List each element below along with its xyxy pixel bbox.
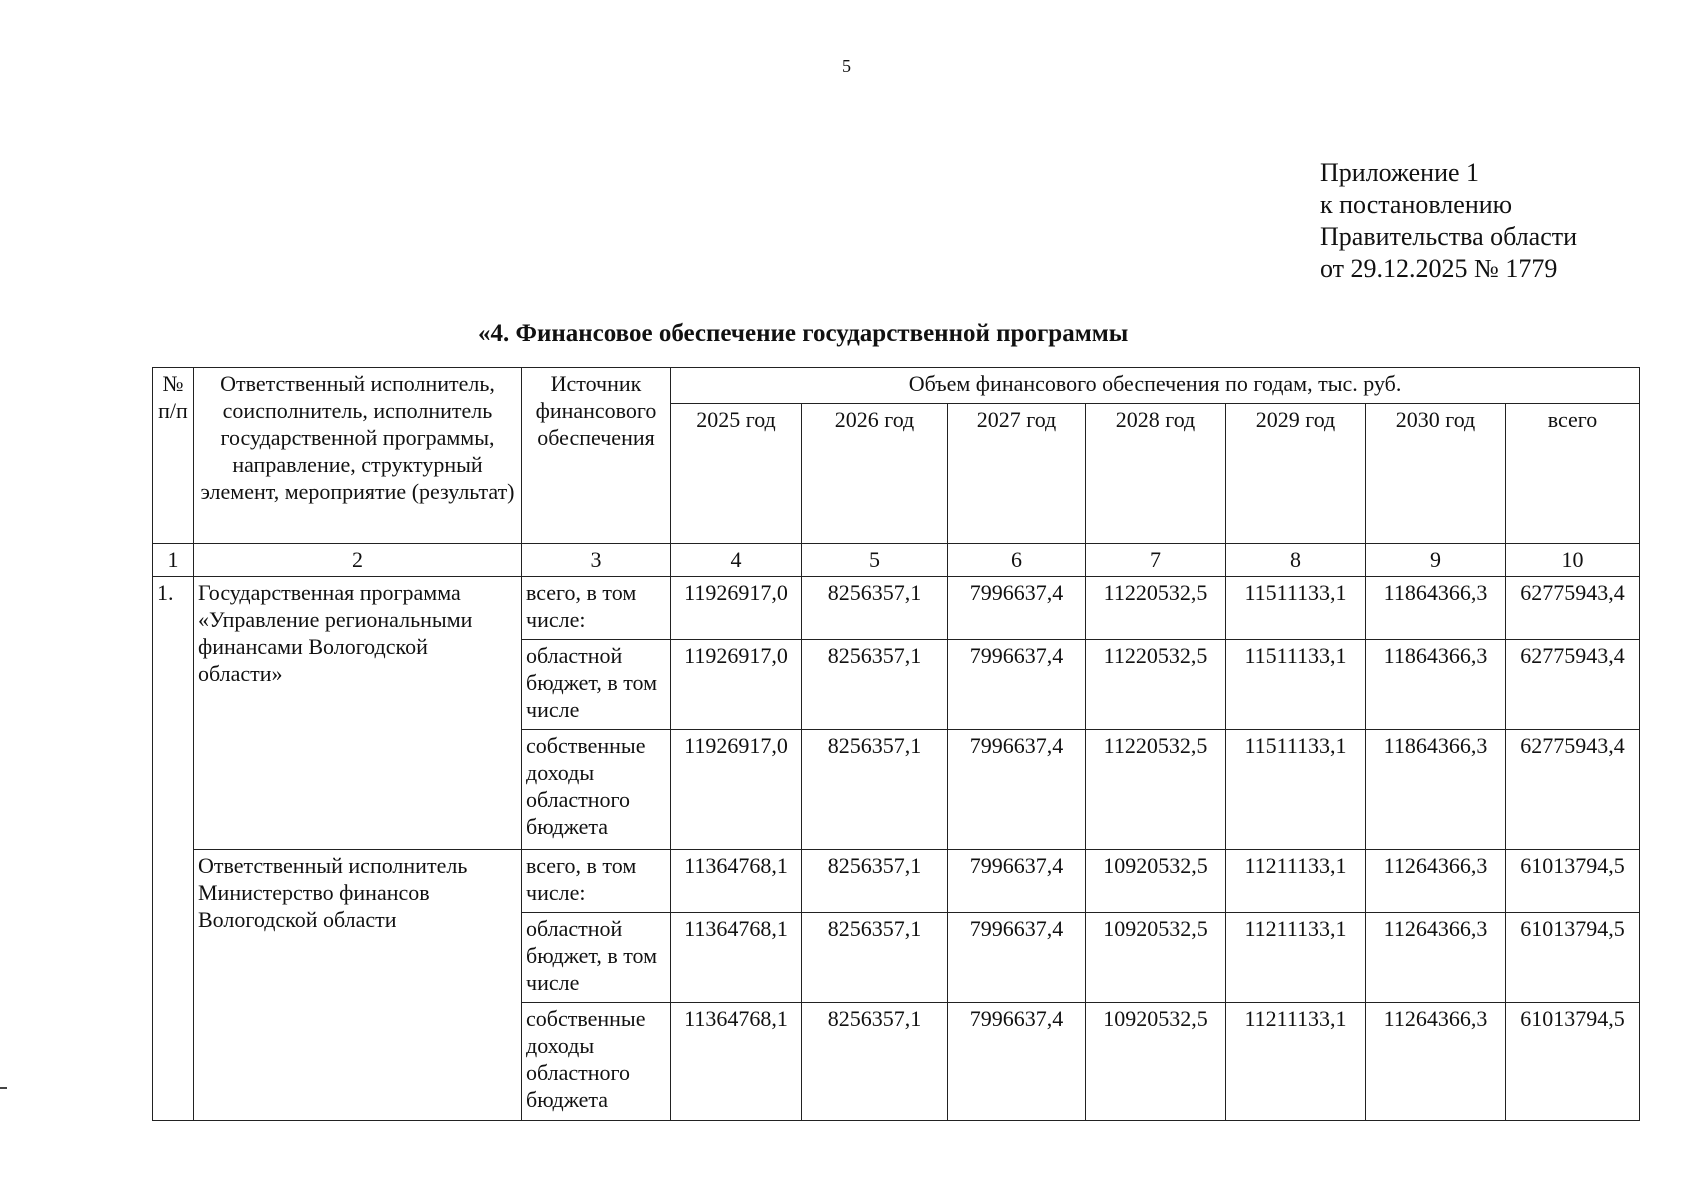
value-cell: 61013794,5 xyxy=(1506,913,1640,1003)
row-number: 1. xyxy=(153,577,194,1121)
value-cell: 11511133,1 xyxy=(1226,640,1366,730)
header-year: 2025 год xyxy=(671,404,802,544)
value-cell: 11211133,1 xyxy=(1226,850,1366,913)
header-year: 2026 год xyxy=(802,404,948,544)
value-cell: 11211133,1 xyxy=(1226,1003,1366,1121)
value-cell: 62775943,4 xyxy=(1506,577,1640,640)
appendix-line: к постановлению xyxy=(1320,190,1513,219)
value-cell: 11220532,5 xyxy=(1086,730,1226,850)
document-title: «4. Финансовое обеспечение государственной программы xyxy=(478,320,1129,347)
value-cell: 62775943,4 xyxy=(1506,640,1640,730)
column-number: 6 xyxy=(948,544,1086,577)
value-cell: 10920532,5 xyxy=(1086,1003,1226,1121)
column-number: 4 xyxy=(671,544,802,577)
column-number: 7 xyxy=(1086,544,1226,577)
value-cell: 8256357,1 xyxy=(802,640,948,730)
header-year: 2029 год xyxy=(1226,404,1366,544)
value-cell: 11926917,0 xyxy=(671,730,802,850)
source-cell: собственные доходы областного бюджета xyxy=(522,1003,671,1121)
value-cell: 11264366,3 xyxy=(1366,1003,1506,1121)
value-cell: 11364768,1 xyxy=(671,1003,802,1121)
header-year: 2028 год xyxy=(1086,404,1226,544)
program-name: Государственная программа «Управление региональными финансами Вологодской области» xyxy=(194,577,522,850)
value-cell: 11926917,0 xyxy=(671,577,802,640)
appendix-line: Приложение 1 xyxy=(1320,158,1480,187)
value-cell: 8256357,1 xyxy=(802,577,948,640)
header-year: 2030 год xyxy=(1366,404,1506,544)
value-cell: 11264366,3 xyxy=(1366,850,1506,913)
column-number: 10 xyxy=(1506,544,1640,577)
value-cell: 62775943,4 xyxy=(1506,730,1640,850)
page-number: 5 xyxy=(842,56,851,76)
value-cell: 8256357,1 xyxy=(802,850,948,913)
header-total: всего xyxy=(1506,404,1640,544)
appendix-line: Правительства области xyxy=(1320,222,1578,251)
column-number: 8 xyxy=(1226,544,1366,577)
column-number: 2 xyxy=(194,544,522,577)
appendix-block xyxy=(1320,157,1577,285)
header-year: 2027 год xyxy=(948,404,1086,544)
column-number: 3 xyxy=(522,544,671,577)
source-cell: собственные доходы областного бюджета xyxy=(522,730,671,850)
value-cell: 11864366,3 xyxy=(1366,577,1506,640)
margin-mark xyxy=(0,1087,7,1089)
value-cell: 8256357,1 xyxy=(802,913,948,1003)
appendix-line: от 29.12.2025 № 1779 xyxy=(1320,254,1558,283)
value-cell: 7996637,4 xyxy=(948,730,1086,850)
header-volume: Объем финансового обеспечения по годам, тыс. руб. xyxy=(671,368,1640,404)
source-cell: всего, в том числе: xyxy=(522,577,671,640)
column-number: 1 xyxy=(153,544,194,577)
column-number: 5 xyxy=(802,544,948,577)
value-cell: 11264366,3 xyxy=(1366,913,1506,1003)
header-num: № п/п xyxy=(153,368,194,544)
value-cell: 11511133,1 xyxy=(1226,730,1366,850)
executor-name: Ответственный исполнитель Министерство финансов Вологодской области xyxy=(194,850,522,1121)
table-row xyxy=(153,577,1640,640)
value-cell: 61013794,5 xyxy=(1506,850,1640,913)
value-cell: 7996637,4 xyxy=(948,577,1086,640)
source-cell: всего, в том числе: xyxy=(522,850,671,913)
value-cell: 7996637,4 xyxy=(948,640,1086,730)
value-cell: 11364768,1 xyxy=(671,913,802,1003)
value-cell: 10920532,5 xyxy=(1086,913,1226,1003)
financing-table xyxy=(152,367,1640,1121)
value-cell: 8256357,1 xyxy=(802,1003,948,1121)
value-cell: 10920532,5 xyxy=(1086,850,1226,913)
value-cell: 11926917,0 xyxy=(671,640,802,730)
value-cell: 7996637,4 xyxy=(948,913,1086,1003)
value-cell: 7996637,4 xyxy=(948,1003,1086,1121)
header-source: Источник финансового обеспечения xyxy=(522,368,671,544)
value-cell: 11864366,3 xyxy=(1366,730,1506,850)
value-cell: 11220532,5 xyxy=(1086,577,1226,640)
value-cell: 11211133,1 xyxy=(1226,913,1366,1003)
value-cell: 61013794,5 xyxy=(1506,1003,1640,1121)
value-cell: 11364768,1 xyxy=(671,850,802,913)
value-cell: 11220532,5 xyxy=(1086,640,1226,730)
source-cell: областной бюджет, в том числе xyxy=(522,640,671,730)
value-cell: 11511133,1 xyxy=(1226,577,1366,640)
header-executor: Ответственный исполнитель, соисполнитель, исполнитель государственной программы, направление, структурный элемент, мероприятие (результат) xyxy=(194,368,522,544)
value-cell: 11864366,3 xyxy=(1366,640,1506,730)
value-cell: 8256357,1 xyxy=(802,730,948,850)
table-row xyxy=(153,850,1640,913)
value-cell: 7996637,4 xyxy=(948,850,1086,913)
column-number: 9 xyxy=(1366,544,1506,577)
source-cell: областной бюджет, в том числе xyxy=(522,913,671,1003)
